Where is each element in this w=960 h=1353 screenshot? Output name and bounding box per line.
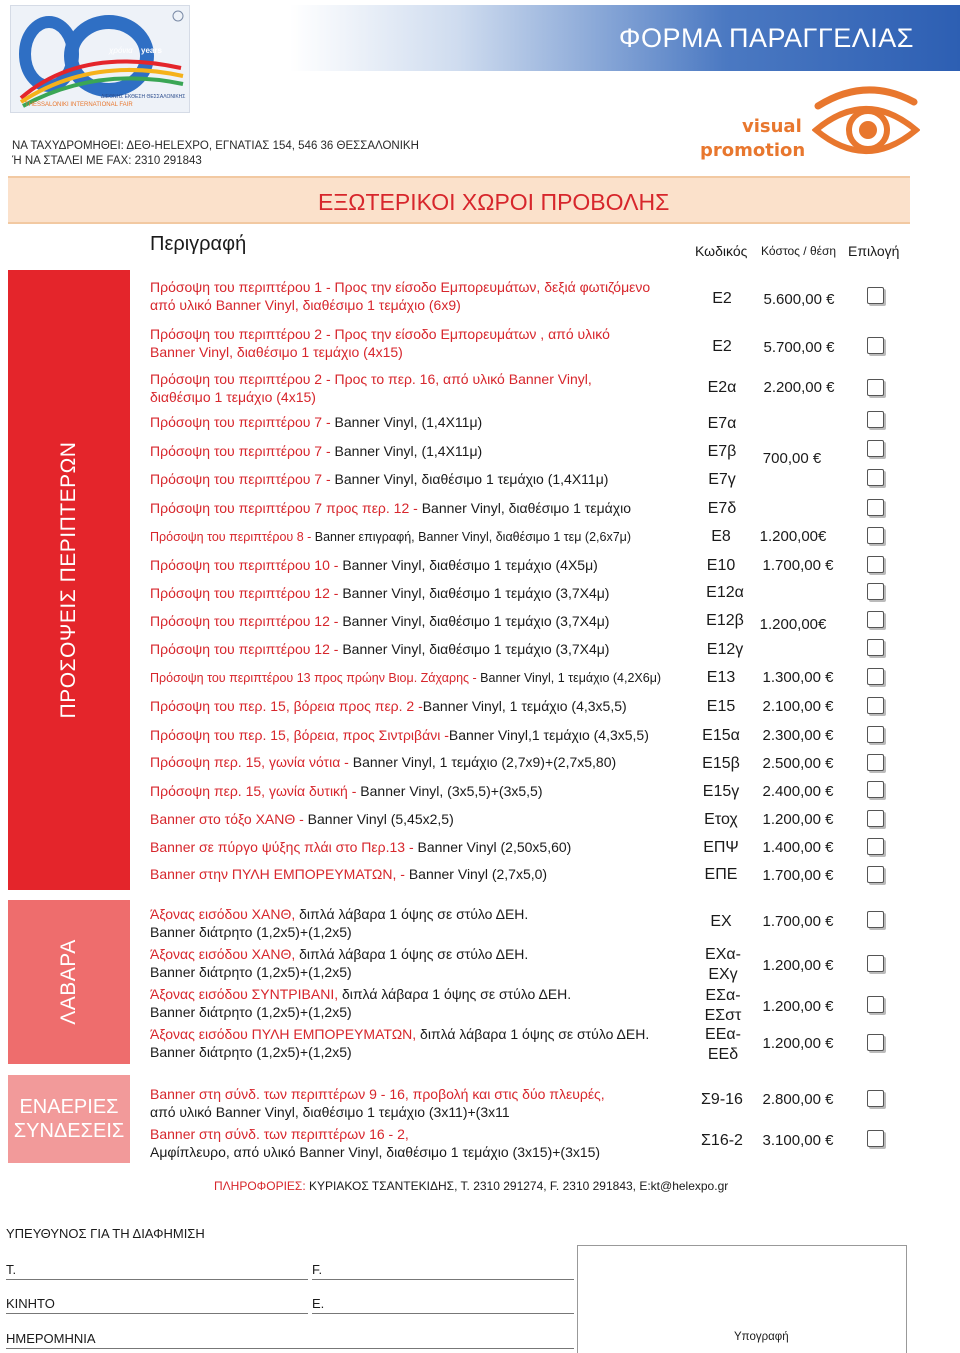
row-price: 1.200,00€ [759, 528, 827, 545]
choice-checkbox[interactable] [867, 499, 884, 516]
date-label: ΗΜΕΡΟΜΗΝΙΑ [6, 1331, 96, 1346]
row-text-detail: από υλικό Banner Vinyl, διαθέσιμο 1 τεμάχιο (3x11)+(3x11 [150, 1104, 510, 1120]
row-price: 1.300,00 € [762, 669, 834, 686]
row-code [693, 986, 753, 1026]
row-description-line-1 [150, 905, 528, 923]
row-description [150, 413, 482, 431]
row-description [150, 278, 650, 314]
choice-checkbox[interactable] [867, 810, 884, 827]
row-text-highlight: Πρόσοψη του περιπτέρου 7 - [150, 443, 331, 459]
row-description-line-1 [150, 985, 571, 1003]
row-text-detail: Banner διάτρητο (1,2x5)+(1,2x5) [150, 924, 352, 940]
row-description [150, 1085, 605, 1121]
row-text-highlight: Πρόσοψη του περιπτέρου 2 - Προς την είσοδο Εμπορευμάτων , από υλικό [150, 326, 610, 342]
row-text-detail: Banner Vinyl, διαθέσιμο 1 τεμάχιο (3,7X4μ) [338, 641, 610, 657]
row-text-highlight: Banner στη σύνδ. των περιπτέρων 16 - 2, [150, 1126, 409, 1142]
row-price: 2.100,00 € [762, 698, 834, 715]
row-text-detail: Banner Vinyl, 1 τεμάχιο (2,7x9)+(2,7x5,80) [348, 754, 617, 770]
row-text-highlight: Πρόσοψη του περιπτέρου 7 - [150, 471, 331, 487]
row-code: ΕΠΕ [704, 866, 738, 883]
logo-fair-greek: ΔΙΕΘΝΗΣ ΕΚΘΕΣΗ ΘΕΣΣΑΛΟΝΙΚΗΣ [101, 94, 186, 100]
row-code: Σ9-16 [701, 1091, 743, 1108]
row-description-line-1 [150, 612, 609, 630]
row-text-detail: Banner διάτρητο (1,2x5)+(1,2x5) [150, 964, 352, 980]
row-description-line-2 [150, 923, 528, 941]
mobile-field[interactable] [6, 1313, 308, 1314]
delivery-line-1: ΝΑ ΤΑΧΥΔΡΟΜΗΘΕΙ: ΔΕΘ-HELEXPO, ΕΓΝΑΤΙΑΣ 154, 546 36 ΘΕΣΣΑΛΟΝΙΚΗ [12, 140, 419, 152]
row-description-line-1 [150, 556, 598, 574]
row-price: 1.700,00 € [762, 913, 834, 930]
row-price: 2.500,00 € [762, 755, 834, 772]
row-description-line-2 [150, 1043, 649, 1061]
row-code: ΕΠΨ [703, 839, 739, 856]
choice-checkbox[interactable] [867, 668, 884, 685]
row-text-detail: Banner επιγραφή, Banner Vinyl, διαθέσιμο 1 τεμ (2,6x7μ) [311, 530, 632, 544]
row-code: Ε7α [707, 415, 737, 432]
row-code: Ε12γ [706, 641, 744, 658]
choice-checkbox[interactable] [867, 697, 884, 714]
row-code: Ε8 [711, 528, 731, 545]
row-price: 1.200,00 € [762, 811, 834, 828]
row-description [150, 726, 649, 744]
row-code-part: ΕΕδ [707, 1046, 739, 1063]
choice-checkbox[interactable] [867, 337, 884, 354]
info-text: ΚΥΡΙΑΚΟΣ ΤΣΑΝΤΕΚΙΔΗΣ, Τ. 2310 291274, F. 2310 291843, E:kt@helexpo.gr [305, 1179, 729, 1193]
row-text-highlight: Banner στο τόξο ΧΑΝΘ - [150, 811, 304, 827]
row-text-detail: Banner Vinyl, διαθέσιμο 1 τεμάχιο (1,4X11μ) [330, 471, 609, 487]
row-text-highlight: Άξονας εισόδου ΣΥΝΤΡΙΒΑΝΙ, [150, 986, 339, 1002]
row-code: Ετοχ [704, 811, 738, 828]
column-header-cost: Κόστος / θέση [761, 244, 837, 258]
row-description-line-2 [150, 343, 610, 361]
row-text-highlight: Πρόσοψη του περιπτέρου 7 προς περ. 12 - [150, 500, 418, 516]
choice-checkbox[interactable] [867, 726, 884, 743]
row-text-highlight: Πρόσοψη του περιπτέρου 12 - [150, 641, 339, 657]
row-description-line-1 [150, 1025, 649, 1043]
row-description [150, 612, 609, 630]
row-text-detail: Banner Vinyl, 1 τεμάχιο (4,3x5,5) [422, 698, 627, 714]
phone-label: Τ. [6, 1262, 17, 1277]
choice-checkbox[interactable] [867, 955, 884, 972]
row-text-highlight: Πρόσοψη του περιπτέρου 12 - [150, 585, 339, 601]
delivery-address [12, 139, 419, 169]
choice-checkbox[interactable] [867, 527, 884, 544]
row-code: Σ16-2 [701, 1132, 743, 1149]
row-description-line-1 [150, 810, 454, 828]
helexpo-80-years-logo [10, 5, 190, 113]
row-price: 1.700,00 € [762, 867, 834, 884]
choice-checkbox[interactable] [867, 379, 884, 396]
logo-years-greek: χρόνια [109, 46, 133, 55]
choice-checkbox[interactable] [867, 583, 884, 600]
row-text-highlight: Πρόσοψη του περιπτέρου 8 - [150, 530, 312, 544]
info-label: ΠΛΗΡΟΦΟΡΙΕΣ: [214, 1179, 306, 1193]
column-header-description: Περιγραφή [150, 233, 247, 255]
row-description-line-1 [150, 413, 482, 431]
category-label-aerial [8, 1095, 130, 1143]
row-description-line-2 [150, 296, 650, 314]
row-description [150, 905, 528, 941]
choice-checkbox[interactable] [867, 287, 884, 304]
row-text-detail: Banner Vinyl, διαθέσιμο 1 τεμάχιο [417, 500, 631, 516]
choice-checkbox[interactable] [867, 1130, 884, 1147]
row-text-detail: Banner Vinyl, διαθέσιμο 1 τεμάχιο (3,7X4μ) [338, 585, 610, 601]
row-code: Ε15α [702, 727, 740, 744]
date-field[interactable] [6, 1348, 574, 1349]
row-description-line-1 [150, 669, 661, 687]
choice-checkbox[interactable] [867, 1090, 884, 1107]
choice-checkbox[interactable] [867, 411, 884, 428]
choice-checkbox[interactable] [867, 639, 884, 656]
row-description [150, 865, 547, 883]
fax-field[interactable] [312, 1279, 574, 1280]
row-description-line-1 [150, 370, 592, 388]
category-label-aerial-line1: ΕΝΑΕΡΙΕΣ [19, 1096, 119, 1118]
row-description [150, 1125, 600, 1161]
row-code: Ε2 [712, 290, 732, 307]
row-price: 2.400,00 € [762, 783, 834, 800]
row-description [150, 810, 454, 828]
row-code-part: ΕΧγ [708, 966, 738, 983]
row-description [150, 325, 610, 361]
row-price: 2.300,00 € [762, 727, 834, 744]
row-description-line-2 [150, 963, 528, 981]
brand-line-1: visual [742, 116, 802, 137]
column-header-code: Κωδικός [695, 243, 748, 259]
responsible-heading: ΥΠΕΥΘΥΝΟΣ ΓΙΑ ΤΗ ΔΙΑΦΗΜΙΣΗ [6, 1226, 205, 1241]
row-price: 1.200,00€ [759, 616, 827, 633]
row-text-detail: διπλά λάβαρα 1 όψης σε στύλο ΔΕΗ. [338, 986, 572, 1002]
row-text-highlight: Banner στην ΠΥΛΗ ΕΜΠΟΡΕΥΜΑΤΩΝ, - [150, 866, 405, 882]
row-price: 1.200,00 € [762, 957, 834, 974]
form-title-bar [290, 5, 960, 71]
row-text-highlight: Πρόσοψη του περιπτέρου 10 - [150, 557, 339, 573]
row-price: 700,00 € [762, 450, 822, 467]
row-description [150, 985, 571, 1021]
row-price: 1.700,00 € [762, 557, 834, 574]
row-text-detail: Banner διάτρητο (1,2x5)+(1,2x5) [150, 1044, 352, 1060]
row-price: 5.700,00 € [763, 339, 835, 356]
row-description [150, 584, 609, 602]
row-description-line-1 [150, 584, 609, 602]
row-text-highlight: Πρόσοψη περ. 15, γωνία δυτική - [150, 783, 357, 799]
mobile-label: ΚΙΝΗΤΟ [6, 1296, 55, 1311]
signature-label: Υπογραφή [734, 1331, 789, 1343]
row-description [150, 640, 609, 658]
email-label: Ε. [312, 1296, 325, 1311]
row-text-detail: διπλά λάβαρα 1 όψης σε στύλο ΔΕΗ. [295, 946, 529, 962]
row-text-detail: Banner Vinyl, 1 τεμάχιο (4,2X6μ) [476, 671, 662, 685]
row-description [150, 782, 543, 800]
row-description [150, 945, 528, 981]
row-description [150, 669, 661, 687]
row-price: 2.200,00 € [763, 379, 835, 396]
row-price: 1.200,00 € [762, 998, 834, 1015]
row-code: Ε15β [702, 755, 740, 772]
row-text-highlight: διαθέσιμο 1 τεμάχιο (4x15) [150, 389, 316, 405]
category-label-flags: ΛΑΒΑΡΑ [57, 939, 80, 1025]
row-code: Ε13 [706, 669, 736, 686]
row-description-line-2 [150, 1143, 600, 1161]
row-description [150, 753, 616, 771]
logo-years-en: years [141, 46, 162, 55]
row-price: 1.200,00 € [762, 1035, 834, 1052]
row-price: 2.800,00 € [762, 1091, 834, 1108]
row-description-line-1 [150, 278, 650, 296]
eye-icon [812, 84, 920, 168]
row-description-line-1 [150, 782, 543, 800]
row-description [150, 528, 631, 546]
row-code-part: ΕΧα- [705, 946, 741, 963]
row-text-highlight: Πρόσοψη του περιπτέρου 13 προς πρώην Βιομ. Ζάχαρης - [150, 671, 477, 685]
row-text-highlight: Άξονας εισόδου ΧΑΝΘ, [150, 946, 296, 962]
row-text-highlight: Banner σε πύργο ψύξης πλάι στο Περ.13 - [150, 839, 414, 855]
choice-checkbox[interactable] [867, 911, 884, 928]
row-text-detail: Αμφίπλευρο, από υλικό Banner Vinyl, διαθέσιμο 1 τεμάχιο (3x15)+(3x15) [150, 1144, 601, 1160]
row-description-line-1 [150, 470, 608, 488]
row-text-highlight: από υλικό Banner Vinyl, διαθέσιμο 1 τεμάχιο (6x9) [150, 297, 461, 313]
row-description-line-1 [150, 945, 528, 963]
delivery-line-2: Ή ΝΑ ΣΤΑΛΕΙ ΜΕ FAX: 2310 291843 [12, 155, 202, 167]
row-description-line-1 [150, 640, 609, 658]
row-text-detail: Banner Vinyl, διαθέσιμο 1 τεμάχιο (4X5μ) [338, 557, 598, 573]
row-text-detail: Banner Vinyl, (3x5,5)+(3x5,5) [356, 783, 543, 799]
row-code-part: ΕΕα- [705, 1026, 741, 1043]
row-description-line-1 [150, 1125, 600, 1143]
category-label-facades: ΠΡΟΣΟΨΕΙΣ ΠΕΡΙΠΤΕΡΩΝ [57, 441, 80, 719]
row-text-highlight: Πρόσοψη περ. 15, γωνία νότια - [150, 754, 349, 770]
choice-checkbox[interactable] [867, 469, 884, 486]
row-code: Ε15γ [702, 783, 740, 800]
row-description [150, 1025, 649, 1061]
row-price: 1.400,00 € [762, 839, 834, 856]
visual-promotion-logo-text [700, 115, 805, 163]
row-text-highlight: Πρόσοψη του περιπτέρου 12 - [150, 613, 339, 629]
logo-fair-english: THESSALONIKI INTERNATIONAL FAIR [25, 102, 133, 108]
row-text-detail: Banner Vinyl (2,50x5,60) [413, 839, 572, 855]
choice-checkbox[interactable] [867, 611, 884, 628]
choice-checkbox[interactable] [867, 866, 884, 883]
row-text-highlight: Πρόσοψη του περιπτέρου 2 - Προς το περ. 16, από υλικό Banner Vinyl, [150, 371, 592, 387]
row-code: Ε2 [712, 338, 732, 355]
row-code: Ε10 [706, 557, 736, 574]
choice-checkbox[interactable] [867, 440, 884, 457]
row-code: Ε15 [706, 698, 736, 715]
choice-checkbox[interactable] [867, 1034, 884, 1051]
row-description-line-1 [150, 528, 631, 546]
row-description-line-2 [150, 388, 592, 406]
row-price: 3.100,00 € [762, 1132, 834, 1149]
email-field[interactable] [312, 1313, 574, 1314]
row-description-line-1 [150, 838, 571, 856]
form-title: ΦΟΡΜΑ ΠΑΡΑΓΓΕΛΙΑΣ [618, 23, 914, 53]
row-text-highlight: Άξονας εισόδου ΧΑΝΘ, [150, 906, 296, 922]
choice-checkbox[interactable] [867, 781, 884, 798]
row-text-detail: Banner Vinyl (2,7x5,0) [404, 866, 548, 882]
row-code [693, 1025, 753, 1065]
row-code [693, 945, 753, 985]
category-band-facades [8, 270, 130, 890]
row-description [150, 697, 627, 715]
row-code: Ε2α [707, 379, 737, 396]
row-code-part: ΕΣα- [705, 987, 741, 1004]
row-text-highlight: Banner στη σύνδ. των περιπτέρων 9 - 16, προβολή και στις δύο πλευρές, [150, 1086, 605, 1102]
phone-field[interactable] [6, 1279, 308, 1280]
row-code-part: ΕΣστ [704, 1007, 742, 1024]
row-description [150, 470, 608, 488]
row-description-line-1 [150, 697, 627, 715]
choice-checkbox[interactable] [867, 838, 884, 855]
row-description [150, 370, 592, 406]
row-text-detail: Banner Vinyl (5,45x2,5) [303, 811, 454, 827]
choice-checkbox[interactable] [867, 754, 884, 771]
row-description-line-1 [150, 726, 649, 744]
section-title: ΕΞΩΤΕΡΙΚΟΙ ΧΩΡΟΙ ΠΡΟΒΟΛΗΣ [318, 189, 670, 215]
brand-line-2: promotion [700, 140, 806, 161]
row-text-detail: Banner Vinyl, (1,4X11μ) [330, 414, 483, 430]
row-code: Ε7γ [708, 471, 736, 488]
column-header-choice: Επιλογή [848, 243, 900, 259]
row-description-line-1 [150, 499, 631, 517]
row-text-detail: διπλά λάβαρα 1 όψης σε στύλο ΔΕΗ. [416, 1026, 650, 1042]
category-band-flags [8, 900, 130, 1064]
row-text-detail: Banner Vinyl, (1,4X11μ) [330, 443, 483, 459]
row-code: Ε12β [706, 612, 744, 629]
row-text-detail: Banner διάτρητο (1,2x5)+(1,2x5) [150, 1004, 352, 1020]
row-text-highlight: Πρόσοψη του περ. 15, βόρεια, προς Σιντριβάνι - [150, 727, 449, 743]
row-text-highlight: Πρόσοψη του περιπτέρου 1 - Προς την είσοδο Εμπορευμάτων, δεξιά φωτιζόμενο [150, 279, 651, 295]
row-text-highlight: Banner Vinyl, διαθέσιμο 1 τεμάχιο (4x15) [150, 344, 403, 360]
info-line [214, 1179, 728, 1193]
choice-checkbox[interactable] [867, 996, 884, 1013]
row-description-line-1 [150, 865, 547, 883]
row-price: 5.600,00 € [763, 291, 835, 308]
row-description [150, 838, 571, 856]
row-description-line-1 [150, 753, 616, 771]
choice-checkbox[interactable] [867, 556, 884, 573]
row-code: ΕΧ [710, 913, 732, 930]
row-text-detail: διπλά λάβαρα 1 όψης σε στύλο ΔΕΗ. [295, 906, 529, 922]
row-code: Ε7δ [707, 500, 737, 517]
row-code: Ε7β [707, 443, 737, 460]
row-description [150, 499, 631, 517]
row-description-line-2 [150, 1003, 571, 1021]
row-description-line-1 [150, 325, 610, 343]
fax-label: F. [312, 1262, 323, 1277]
row-code: Ε12α [706, 584, 744, 601]
row-description-line-1 [150, 442, 482, 460]
category-label-aerial-line2: ΣΥΝΔΕΣΕΙΣ [13, 1120, 125, 1142]
row-text-highlight: Άξονας εισόδου ΠΥΛΗ ΕΜΠΟΡΕΥΜΑΤΩΝ, [150, 1026, 417, 1042]
row-description [150, 556, 598, 574]
row-text-detail: Banner Vinyl, διαθέσιμο 1 τεμάχιο (3,7X4μ) [338, 613, 610, 629]
row-description-line-2 [150, 1103, 605, 1121]
category-band-aerial [8, 1075, 130, 1163]
row-text-highlight: Πρόσοψη του περ. 15, βόρεια προς περ. 2 - [150, 698, 423, 714]
row-text-detail: Banner Vinyl,1 τεμάχιο (4,3x5,5) [448, 727, 649, 743]
row-description [150, 442, 482, 460]
row-description-line-1 [150, 1085, 605, 1103]
row-text-highlight: Πρόσοψη του περιπτέρου 7 - [150, 414, 331, 430]
